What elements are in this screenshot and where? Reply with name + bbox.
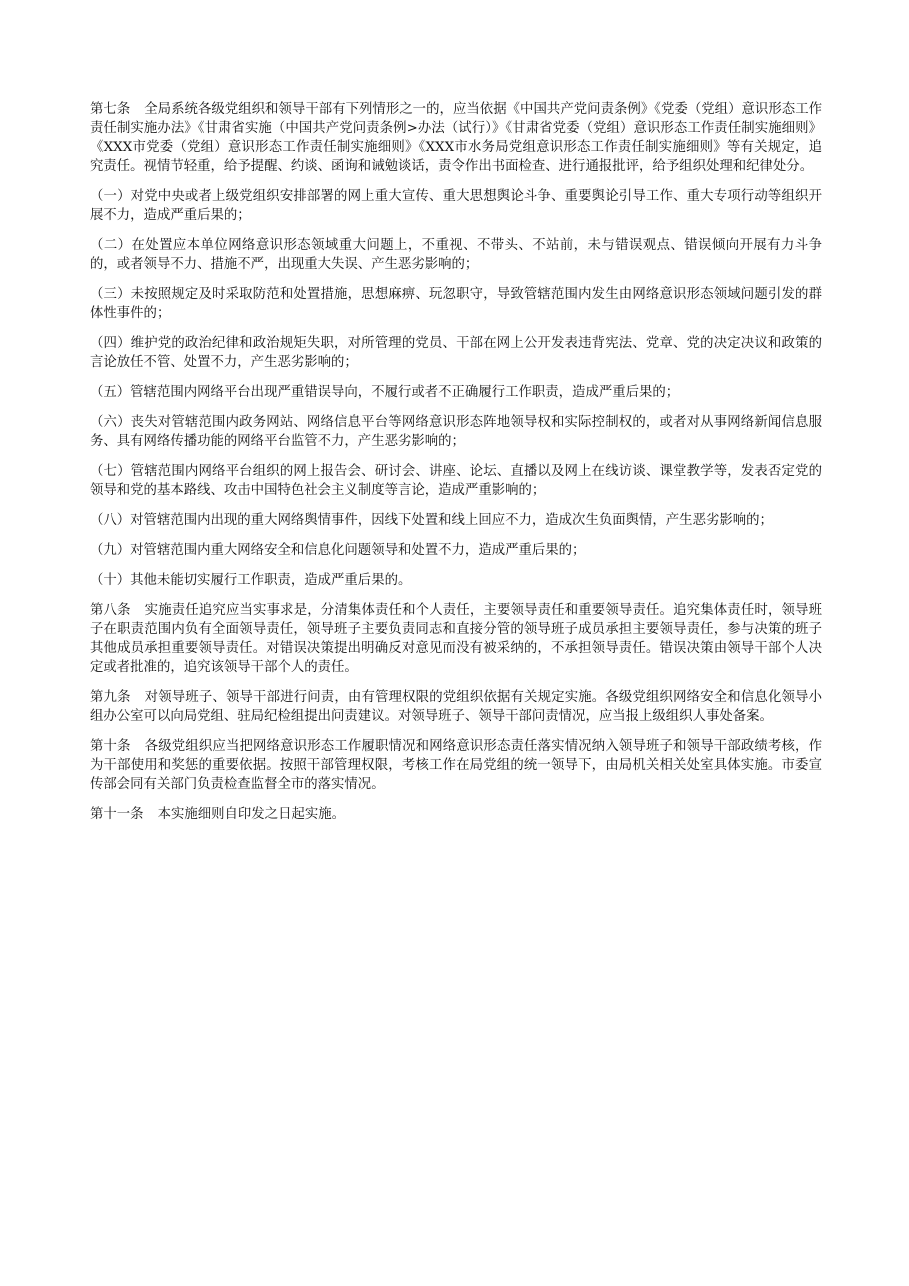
article-number: 第八条 <box>90 603 131 618</box>
list-item: （九）对管辖范围内重大网络安全和信息化问题领导和处置不力，造成严重后果的； <box>90 543 586 558</box>
list-item: （七）管辖范围内网络平台组织的网上报告会、研讨会、讲座、论坛、直播以及网上在线访谈、课堂教学等，发表否定党的领导和党的基本路线、攻击中国特色社会主义制度等言论，造成严重影响的； <box>90 464 822 498</box>
list-item: （十）其他未能切实履行工作职责，造成严重后果的。 <box>90 573 412 588</box>
article-number: 第十一条 <box>90 807 144 822</box>
article-10 <box>90 737 822 794</box>
article-11 <box>90 805 822 824</box>
article-7 <box>90 100 822 176</box>
article-text: 各级党组织应当把网络意识形态工作履职情况和网络意识形态责任落实情况纳入领导班子和领导干部政绩考核，作为干部使用和奖惩的重要依据。按照干部管理权限，考核工作在局党组的统一领导下，由局机关相关处室具体实施。市委宣传部会同有关部门负责检查监督全市的落实情况。 <box>90 739 823 792</box>
list-item: （三）未按照规定及时采取防范和处置措施，思想麻痹、玩忽职守，导致管辖范围内发生由网络意识形态领域问题引发的群体性事件的； <box>90 287 822 321</box>
list-item: （四）维护党的政治纪律和政治规矩失职，对所管理的党员、干部在网上公开发表违背宪法、党章、党的决定决议和政策的言论放任不管、处置不力，产生恶劣影响的； <box>90 336 822 370</box>
article-number: 第七条 <box>90 102 131 117</box>
article-text: 全局系统各级党组织和领导干部有下列情形之一的，应当依据《中国共产党问责条例》《党委（党组）意识形态工作责任制实施办法》《甘肃省实施（中国共产党问责条例>办法（试行）》《甘肃省党委（党组）意识形态工作责任制实施细则》《XXX市党委（党组）意识形态工作责任制实施细则》《XXX市水务局党组意识形态工作责任制实施细则》等有关规定，追究责任。视情节轻重，给予提醒、约谈、函询和诫勉谈话，责令作出书面检查、进行通报批评，给予组织处理和纪律处分。 <box>90 102 823 174</box>
article-number: 第九条 <box>90 690 131 705</box>
article-text: 实施责任追究应当实事求是，分清集体责任和个人责任，主要领导责任和重要领导责任。追究集体责任时，领导班子在职责范围内负有全面领导责任，领导班子主要负责同志和直接分管的领导班子成员承担主要领导责任，参与决策的班子其他成员承担重要领导责任。对错误决策提出明确反对意见而没有被采纳的，不承担领导责任。错误决策由领导干部个人决定或者批准的，追究该领导干部个人的责任。 <box>90 603 823 675</box>
article-9 <box>90 688 822 726</box>
article-8 <box>90 601 822 677</box>
list-item: （八）对管辖范围内出现的重大网络舆情事件，因线下处置和线上回应不力，造成次生负面舆情，产生恶劣影响的； <box>90 513 773 528</box>
list-item: （二）在处置应本单位网络意识形态领域重大问题上，不重视、不带头、不站前，未与错误观点、错误倾向开展有力斗争的，或者领导不力、措施不严，出现重大失误、产生恶劣影响的； <box>90 238 822 272</box>
list-item: （六）丧失对管辖范围内政务网站、网络信息平台等网络意识形态阵地领导权和实际控制权的，或者对从事网络新闻信息服务、具有网络传播功能的网络平台监管不力，产生恶劣影响的； <box>90 415 822 449</box>
article-number: 第十条 <box>90 739 131 754</box>
article-text: 对领导班子、领导干部进行问责，由有管理权限的党组织依据有关规定实施。各级党组织网络安全和信息化领导小组办公室可以向局党组、驻局纪检组提出问责建议。对领导班子、领导干部问责情况，应当报上级组织人事处备案。 <box>90 690 823 724</box>
list-item: （五）管辖范围内网络平台出现严重错误导向，不履行或者不正确履行工作职责，造成严重后果的； <box>90 385 680 400</box>
document-body <box>90 100 822 835</box>
list-item: （一）对党中央或者上级党组织安排部署的网上重大宣传、重大思想舆论斗争、重要舆论引导工作、重大专项行动等组织开展不力，造成严重后果的； <box>90 189 822 223</box>
article-text: 本实施细则自印发之日起实施。 <box>157 807 346 822</box>
